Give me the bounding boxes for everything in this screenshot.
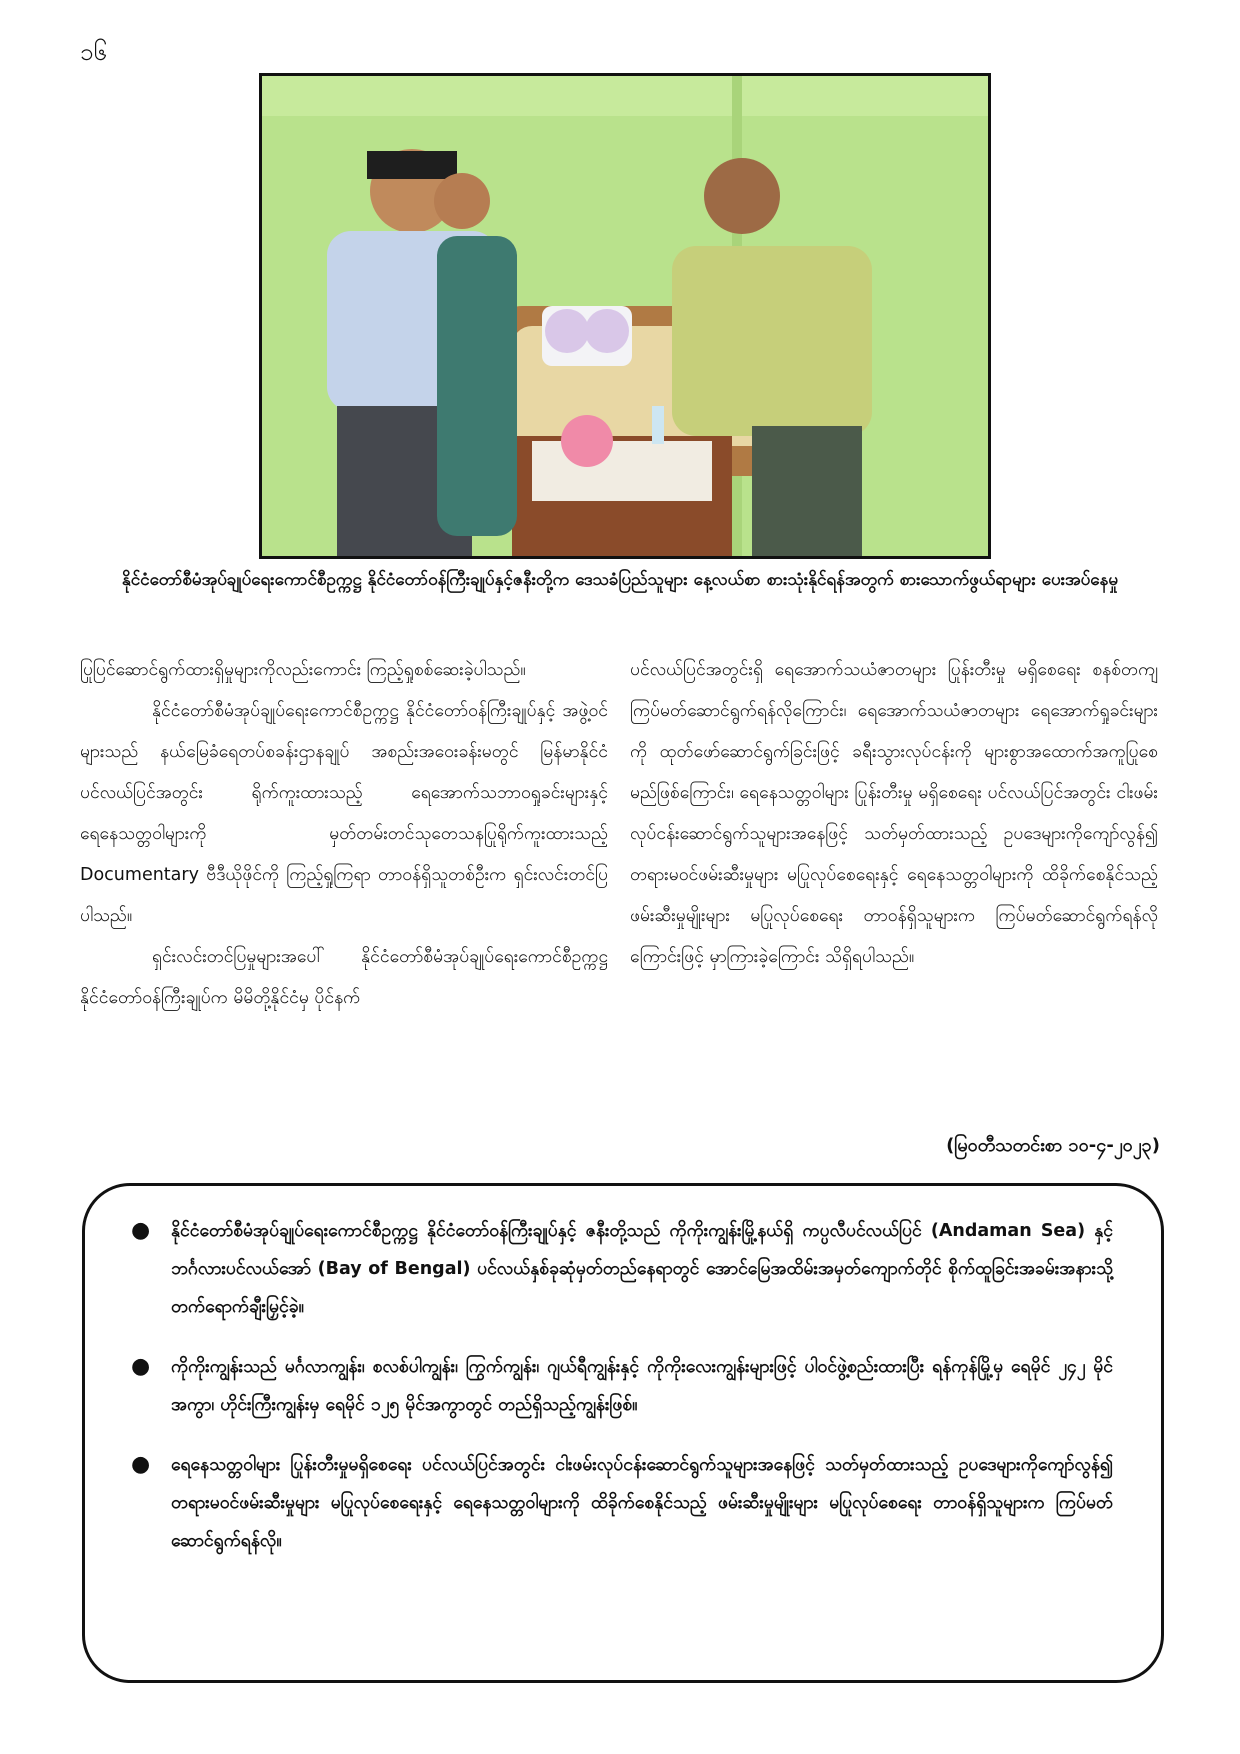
- news-source: (မြဝတီသတင်းစာ ၁၀-၄-၂၀၂၃): [946, 1135, 1160, 1156]
- fact-item: [121, 1446, 1113, 1560]
- fact-item: [121, 1348, 1113, 1424]
- article-left-column: [80, 650, 608, 1019]
- page-number: ၁၆: [80, 38, 107, 66]
- fact-text: နိုင်ငံတော်စီမံအုပ်ချုပ်ရေးကောင်စီဥက္ကဋ္ဌ နိုင်ငံတော်ဝန်ကြီးချုပ်နှင့် ဇနီးတို့သည် ကိုကိုးကျွန်းမြို့နယ်ရှိ ကပ္ပလီပင်လယ်ပြင် (Andaman Sea) နှင့် ဘင်္ဂလားပင်လယ်အော် (Bay of Bengal) ပင်လယ်နှစ်ခုဆုံမှတ်တည်နေရာတွင် အောင်မြေအထိမ်းအမှတ်ကျောက်တိုင် စိုက်ထူခြင်းအခမ်းအနားသို့ တက်ရောက်ချီးမြှင့်ခဲ့။: [171, 1221, 1113, 1317]
- right-paragraph-1: ပင်လယ်ပြင်အတွင်းရှိ ရေအောက်သယံဇာတများ ပြုန်းတီးမှု မရှိစေရေး စနစ်တကျ ကြပ်မတ်ဆောင်ရွက်ရန်လိုကြောင်း၊ ရေအောက်သယံဇာတများ ရေအောက်ရှုခင်းများကို ထုတ်ဖော်ဆောင်ရွက်ခြင်းဖြင့် ခရီးသွားလုပ်ငန်းကို များစွာအထောက်အကူပြုစေမည်ဖြစ်ကြောင်း၊ ရေနေသတ္တဝါများ ပြုန်းတီးမှု မရှိစေရေး ပင်လယ်ပြင်အတွင်း ငါးဖမ်းလုပ်ငန်းဆောင်ရွက်သူများအနေဖြင့် သတ်မှတ်ထားသည့် ဥပဒေများကိုကျော်လွန်၍ တရားမဝင်ဖမ်းဆီးမှုများ မပြုလုပ်စေရေးနှင့် ရေနေသတ္တဝါများကို ထိခိုက်စေနိုင်သည့်ဖမ်းဆီးမှုမျိုးများ မပြုလုပ်စေရေး တာဝန်ရှိသူများက ကြပ်မတ်ဆောင်ရွက်ရန်လိုကြောင်းဖြင့် မှာကြားခဲ့ကြောင်း သိရှိရပါသည်။: [630, 660, 1158, 967]
- fact-text: ကိုကိုးကျွန်းသည် မင်္ဂလာကျွန်း၊ စလစ်ပါကျွန်း၊ ကြွက်ကျွန်း၊ ဂျယ်ရီကျွန်းနှင့် ကိုကိုးလေးကျွန်းများဖြင့် ပါဝင်ဖွဲ့စည်းထားပြီး ရန်ကုန်မြို့မှ ရေမိုင် ၂၄၂ မိုင်အကွာ၊ ဟိုင်းကြီးကျွန်းမှ ရေမိုင် ၁၂၅ မိုင်အကွာတွင် တည်ရှိသည့်ကျွန်းဖြစ်။: [171, 1357, 1113, 1415]
- key-facts-box: [82, 1183, 1164, 1683]
- bullet-icon: ●: [131, 1218, 151, 1243]
- bullet-icon: ●: [131, 1452, 151, 1477]
- key-facts-list: [121, 1212, 1113, 1560]
- left-paragraph-3: ရှင်းလင်းတင်ပြမှုများအပေါ် နိုင်ငံတော်စီမံအုပ်ချုပ်ရေးကောင်စီဥက္ကဋ္ဌ နိုင်ငံတော်ဝန်ကြီးချုပ်က မိမိတို့နိုင်ငံမှ ပိုင်နက်: [80, 947, 608, 1008]
- photo-gift-presentation-icon: [262, 76, 988, 556]
- news-photo: [259, 73, 991, 559]
- left-paragraph-1: ပြုပြင်ဆောင်ရွက်ထားရှိမှုများကိုလည်းကောင်း ကြည့်ရှုစစ်ဆေးခဲ့ပါသည်။: [80, 660, 526, 680]
- article-right-column: [630, 650, 1158, 978]
- photo-caption: နိုင်ငံတော်စီမံအုပ်ချုပ်ရေးကောင်စီဥက္ကဋ္ဌ နိုင်ငံတော်ဝန်ကြီးချုပ်နှင့်ဇနီးတို့က ဒေသခံပြည်သူများ နေ့လယ်စာ စားသုံးနိုင်ရန်အတွက် စားသောက်ဖွယ်ရာများ ပေးအပ်နေမှု: [121, 570, 1119, 590]
- left-paragraph-2: နိုင်ငံတော်စီမံအုပ်ချုပ်ရေးကောင်စီဥက္ကဋ္ဌ နိုင်ငံတော်ဝန်ကြီးချုပ်နှင့် အဖွဲ့ဝင်များသည် နယ်မြေခံရေတပ်စခန်းဌာနချုပ် အစည်းအဝေးခန်းမတွင် မြန်မာနိုင်ငံပင်လယ်ပြင်အတွင်း ရိုက်ကူးထားသည့် ရေအောက်သဘာဝရှုခင်းများနှင့် ရေနေသတ္တဝါများကို မှတ်တမ်းတင်သုတေသနပြုရိုက်ကူးထားသည့် Documentary ဗီဒီယိုဖိုင်ကို ကြည့်ရှုကြရာ တာဝန်ရှိသူတစ်ဦးက ရှင်းလင်းတင်ပြပါသည်။: [80, 701, 608, 926]
- bullet-icon: ●: [131, 1354, 151, 1379]
- fact-text: ရေနေသတ္တဝါများ ပြုန်းတီးမှုမရှိစေရေး ပင်လယ်ပြင်အတွင်း ငါးဖမ်းလုပ်ငန်းဆောင်ရွက်သူများအနေဖြင့် သတ်မှတ်ထားသည့် ဥပဒေများကိုကျော်လွန်၍ တရားမဝင်ဖမ်းဆီးမှုများ မပြုလုပ်စေရေးနှင့် ရေနေသတ္တဝါများကို ထိခိုက်စေနိုင်သည့် ဖမ်းဆီးမှုမျိုးများ မပြုလုပ်စေရေး တာဝန်ရှိသူများက ကြပ်မတ်ဆောင်ရွက်ရန်လို။: [171, 1455, 1113, 1551]
- fact-item: [121, 1212, 1113, 1326]
